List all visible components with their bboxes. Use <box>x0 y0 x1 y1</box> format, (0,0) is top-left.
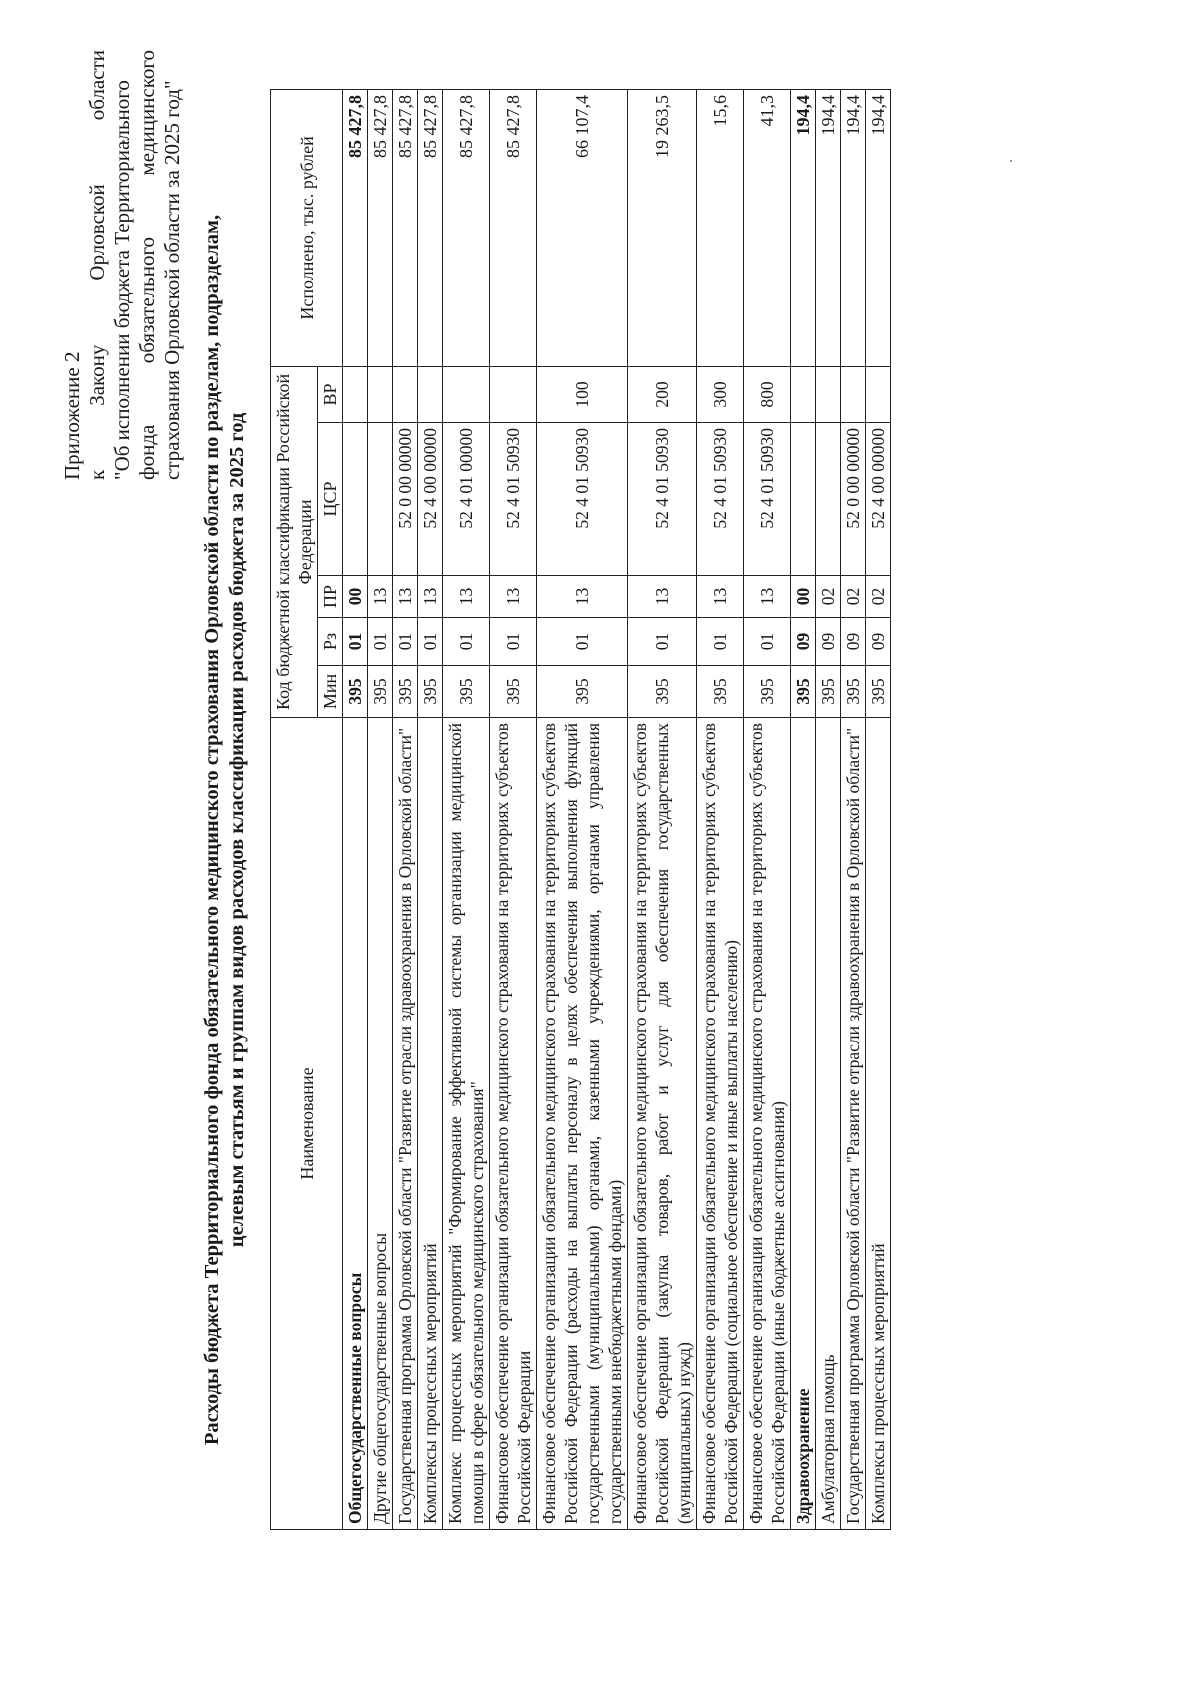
cell-csr: 52 4 01 50930 <box>744 423 791 576</box>
table-row <box>443 89 490 1529</box>
cell-min: 395 <box>343 666 368 718</box>
expenditure-table <box>270 89 891 1530</box>
cell-min: 395 <box>816 666 841 718</box>
cell-amount: 194,4 <box>791 89 816 366</box>
appendix-text: "Об исполнении бюджета Территориального <box>110 80 134 480</box>
cell-rz: 01 <box>628 618 697 666</box>
cell-amount: 19 263,5 <box>628 89 697 366</box>
cell-rz: 09 <box>816 618 841 666</box>
cell-amount: 85 427,8 <box>368 89 393 366</box>
rotated-page-content <box>55 50 1145 1610</box>
table-row <box>816 89 841 1529</box>
cell-name: Амбулаторная помощь <box>816 718 841 1530</box>
cell-name: Здравоохранение <box>791 718 816 1530</box>
cell-pr: 00 <box>343 576 368 618</box>
table-row <box>744 89 791 1529</box>
cell-pr: 13 <box>490 576 537 618</box>
cell-vr <box>393 366 418 422</box>
appendix-header <box>60 50 185 480</box>
cell-name: Комплексы процессных мероприятий <box>418 718 443 1530</box>
cell-pr: 02 <box>816 576 841 618</box>
cell-rz: 01 <box>418 618 443 666</box>
cell-rz: 01 <box>443 618 490 666</box>
cell-pr: 13 <box>393 576 418 618</box>
appendix-line <box>60 50 85 480</box>
cell-vr <box>368 366 393 422</box>
cell-vr <box>841 366 866 422</box>
appendix-text: Орловской <box>85 184 109 281</box>
table-body <box>343 89 891 1529</box>
appendix-text: Закону <box>85 344 109 406</box>
cell-rz: 01 <box>343 618 368 666</box>
cell-name: Комплексы процессных мероприятий <box>866 718 891 1530</box>
appendix-line <box>110 50 135 480</box>
appendix-text: области <box>85 50 109 121</box>
cell-amount: 15,6 <box>697 89 744 366</box>
appendix-line <box>135 50 160 480</box>
table-row <box>343 89 368 1529</box>
cell-csr <box>816 423 841 576</box>
cell-pr: 02 <box>841 576 866 618</box>
cell-name: Общегосударственные вопросы <box>343 718 368 1530</box>
cell-amount: 66 107,4 <box>537 89 628 366</box>
cell-csr: 52 4 01 00000 <box>443 423 490 576</box>
cell-min: 395 <box>393 666 418 718</box>
cell-vr: 300 <box>697 366 744 422</box>
cell-amount: 85 427,8 <box>418 89 443 366</box>
cell-min: 395 <box>537 666 628 718</box>
table-row <box>628 89 697 1529</box>
appendix-label: Приложение 2 <box>60 351 84 480</box>
cell-name: Финансовое обеспечение организации обязательного медицинского страхования на территориях субъектов Российской Федерации (расходы на выплаты персоналу в целях обеспечения выполнения функций государственными (муниципальными) органами, казенными учреждениями, органами управления государственными внебюджетными фондами) <box>537 718 628 1530</box>
cell-csr: 52 4 00 00000 <box>418 423 443 576</box>
table-row <box>791 89 816 1529</box>
cell-csr: 52 4 01 50930 <box>490 423 537 576</box>
cell-pr: 13 <box>443 576 490 618</box>
cell-min: 395 <box>418 666 443 718</box>
cell-pr: 13 <box>418 576 443 618</box>
table-row <box>537 89 628 1529</box>
header-pr: ПР <box>318 576 343 618</box>
appendix-text: обязательного <box>135 236 159 364</box>
table-row <box>418 89 443 1529</box>
cell-min: 395 <box>791 666 816 718</box>
document-title <box>200 50 250 1610</box>
table-header-row <box>271 89 318 1529</box>
cell-pr: 13 <box>628 576 697 618</box>
cell-min: 395 <box>490 666 537 718</box>
cell-csr: 52 0 00 00000 <box>841 423 866 576</box>
cell-csr: 52 4 01 50930 <box>697 423 744 576</box>
cell-rz: 01 <box>537 618 628 666</box>
appendix-text: к <box>85 469 109 480</box>
appendix-line <box>160 50 185 480</box>
appendix-text: страхования Орловской области за 2025 год" <box>160 80 184 480</box>
appendix-line <box>85 50 110 480</box>
cell-rz: 09 <box>866 618 891 666</box>
cell-amount: 194,4 <box>841 89 866 366</box>
cell-csr <box>368 423 393 576</box>
cell-pr: 13 <box>537 576 628 618</box>
cell-name: Комплекс процессных мероприятий "Формирование эффективной системы организации медицинской помощи в сфере обязательного медицинского страхования" <box>443 718 490 1530</box>
table-row <box>841 89 866 1529</box>
cell-vr <box>490 366 537 422</box>
cell-rz: 01 <box>490 618 537 666</box>
title-line: Расходы бюджета Территориального фонда обязательного медицинского страхования Орловской области по разделам, подразделам, <box>201 214 223 1446</box>
table-row <box>490 89 537 1529</box>
table-row <box>697 89 744 1529</box>
cell-vr: 800 <box>744 366 791 422</box>
cell-vr <box>343 366 368 422</box>
table-row <box>368 89 393 1529</box>
cell-vr <box>866 366 891 422</box>
cell-csr <box>343 423 368 576</box>
cell-csr: 52 4 01 50930 <box>537 423 628 576</box>
cell-pr: 02 <box>866 576 891 618</box>
cell-amount: 85 427,8 <box>343 89 368 366</box>
cell-csr: 52 4 01 50930 <box>628 423 697 576</box>
cell-rz: 09 <box>841 618 866 666</box>
cell-name: Государственная программа Орловской области "Развитие отрасли здравоохранения в Орловской области" <box>841 718 866 1530</box>
cell-amount: 85 427,8 <box>443 89 490 366</box>
cell-amount: 85 427,8 <box>393 89 418 366</box>
header-csr: ЦСР <box>318 423 343 576</box>
cell-csr: 52 4 00 00000 <box>866 423 891 576</box>
header-vr: ВР <box>318 366 343 422</box>
header-min: Мин <box>318 666 343 718</box>
header-rz: Рз <box>318 618 343 666</box>
cell-name: Финансовое обеспечение организации обязательного медицинского страхования на территориях субъектов Российской Федерации (иные бюджетные ассигнования) <box>744 718 791 1530</box>
table-row <box>393 89 418 1529</box>
cell-name: Государственная программа Орловской области "Развитие отрасли здравоохранения в Орловской области" <box>393 718 418 1530</box>
cell-rz: 01 <box>368 618 393 666</box>
cell-vr <box>816 366 841 422</box>
cell-rz: 01 <box>393 618 418 666</box>
cell-name: Финансовое обеспечение организации обязательного медицинского страхования на территориях субъектов Российской Федерации <box>490 718 537 1530</box>
cell-amount: 194,4 <box>866 89 891 366</box>
cell-pr: 13 <box>697 576 744 618</box>
cell-min: 395 <box>697 666 744 718</box>
cell-pr: 13 <box>744 576 791 618</box>
table-row <box>866 89 891 1529</box>
cell-name: Финансовое обеспечение организации обязательного медицинского страхования на территориях субъектов Российской Федерации (социальное обеспечение и иные выплаты населению) <box>697 718 744 1530</box>
cell-min: 395 <box>866 666 891 718</box>
header-name: Наименование <box>271 718 343 1530</box>
cell-min: 395 <box>841 666 866 718</box>
cell-csr <box>791 423 816 576</box>
header-executed: Исполнено, тыс. рублей <box>271 89 343 366</box>
cell-csr: 52 0 00 00000 <box>393 423 418 576</box>
cell-amount: 41,3 <box>744 89 791 366</box>
cell-rz: 09 <box>791 618 816 666</box>
appendix-text: фонда <box>135 424 159 480</box>
cell-min: 395 <box>443 666 490 718</box>
cell-pr: 13 <box>368 576 393 618</box>
cell-vr: 100 <box>537 366 628 422</box>
cell-vr <box>418 366 443 422</box>
cell-vr: 200 <box>628 366 697 422</box>
cell-min: 395 <box>628 666 697 718</box>
cell-vr <box>443 366 490 422</box>
cell-amount: 194,4 <box>816 89 841 366</box>
appendix-text: медицинского <box>135 50 159 176</box>
cell-name: Финансовое обеспечение организации обязательного медицинского страхования на территориях субъектов Российской Федерации (закупка товаров, работ и услуг для обеспечения государственных (муниципальных) нужд) <box>628 718 697 1530</box>
cell-min: 395 <box>744 666 791 718</box>
cell-min: 395 <box>368 666 393 718</box>
cell-rz: 01 <box>697 618 744 666</box>
title-line: целевым статьям и группам видов расходов классификации расходов бюджета за 2025 год <box>226 412 248 1248</box>
cell-rz: 01 <box>744 618 791 666</box>
cell-vr <box>791 366 816 422</box>
cell-amount: 85 427,8 <box>490 89 537 366</box>
cell-name: Другие общегосударственные вопросы <box>368 718 393 1530</box>
cell-pr: 00 <box>791 576 816 618</box>
header-code-group: Код бюджетной классификации Российской Федерации <box>271 366 318 717</box>
